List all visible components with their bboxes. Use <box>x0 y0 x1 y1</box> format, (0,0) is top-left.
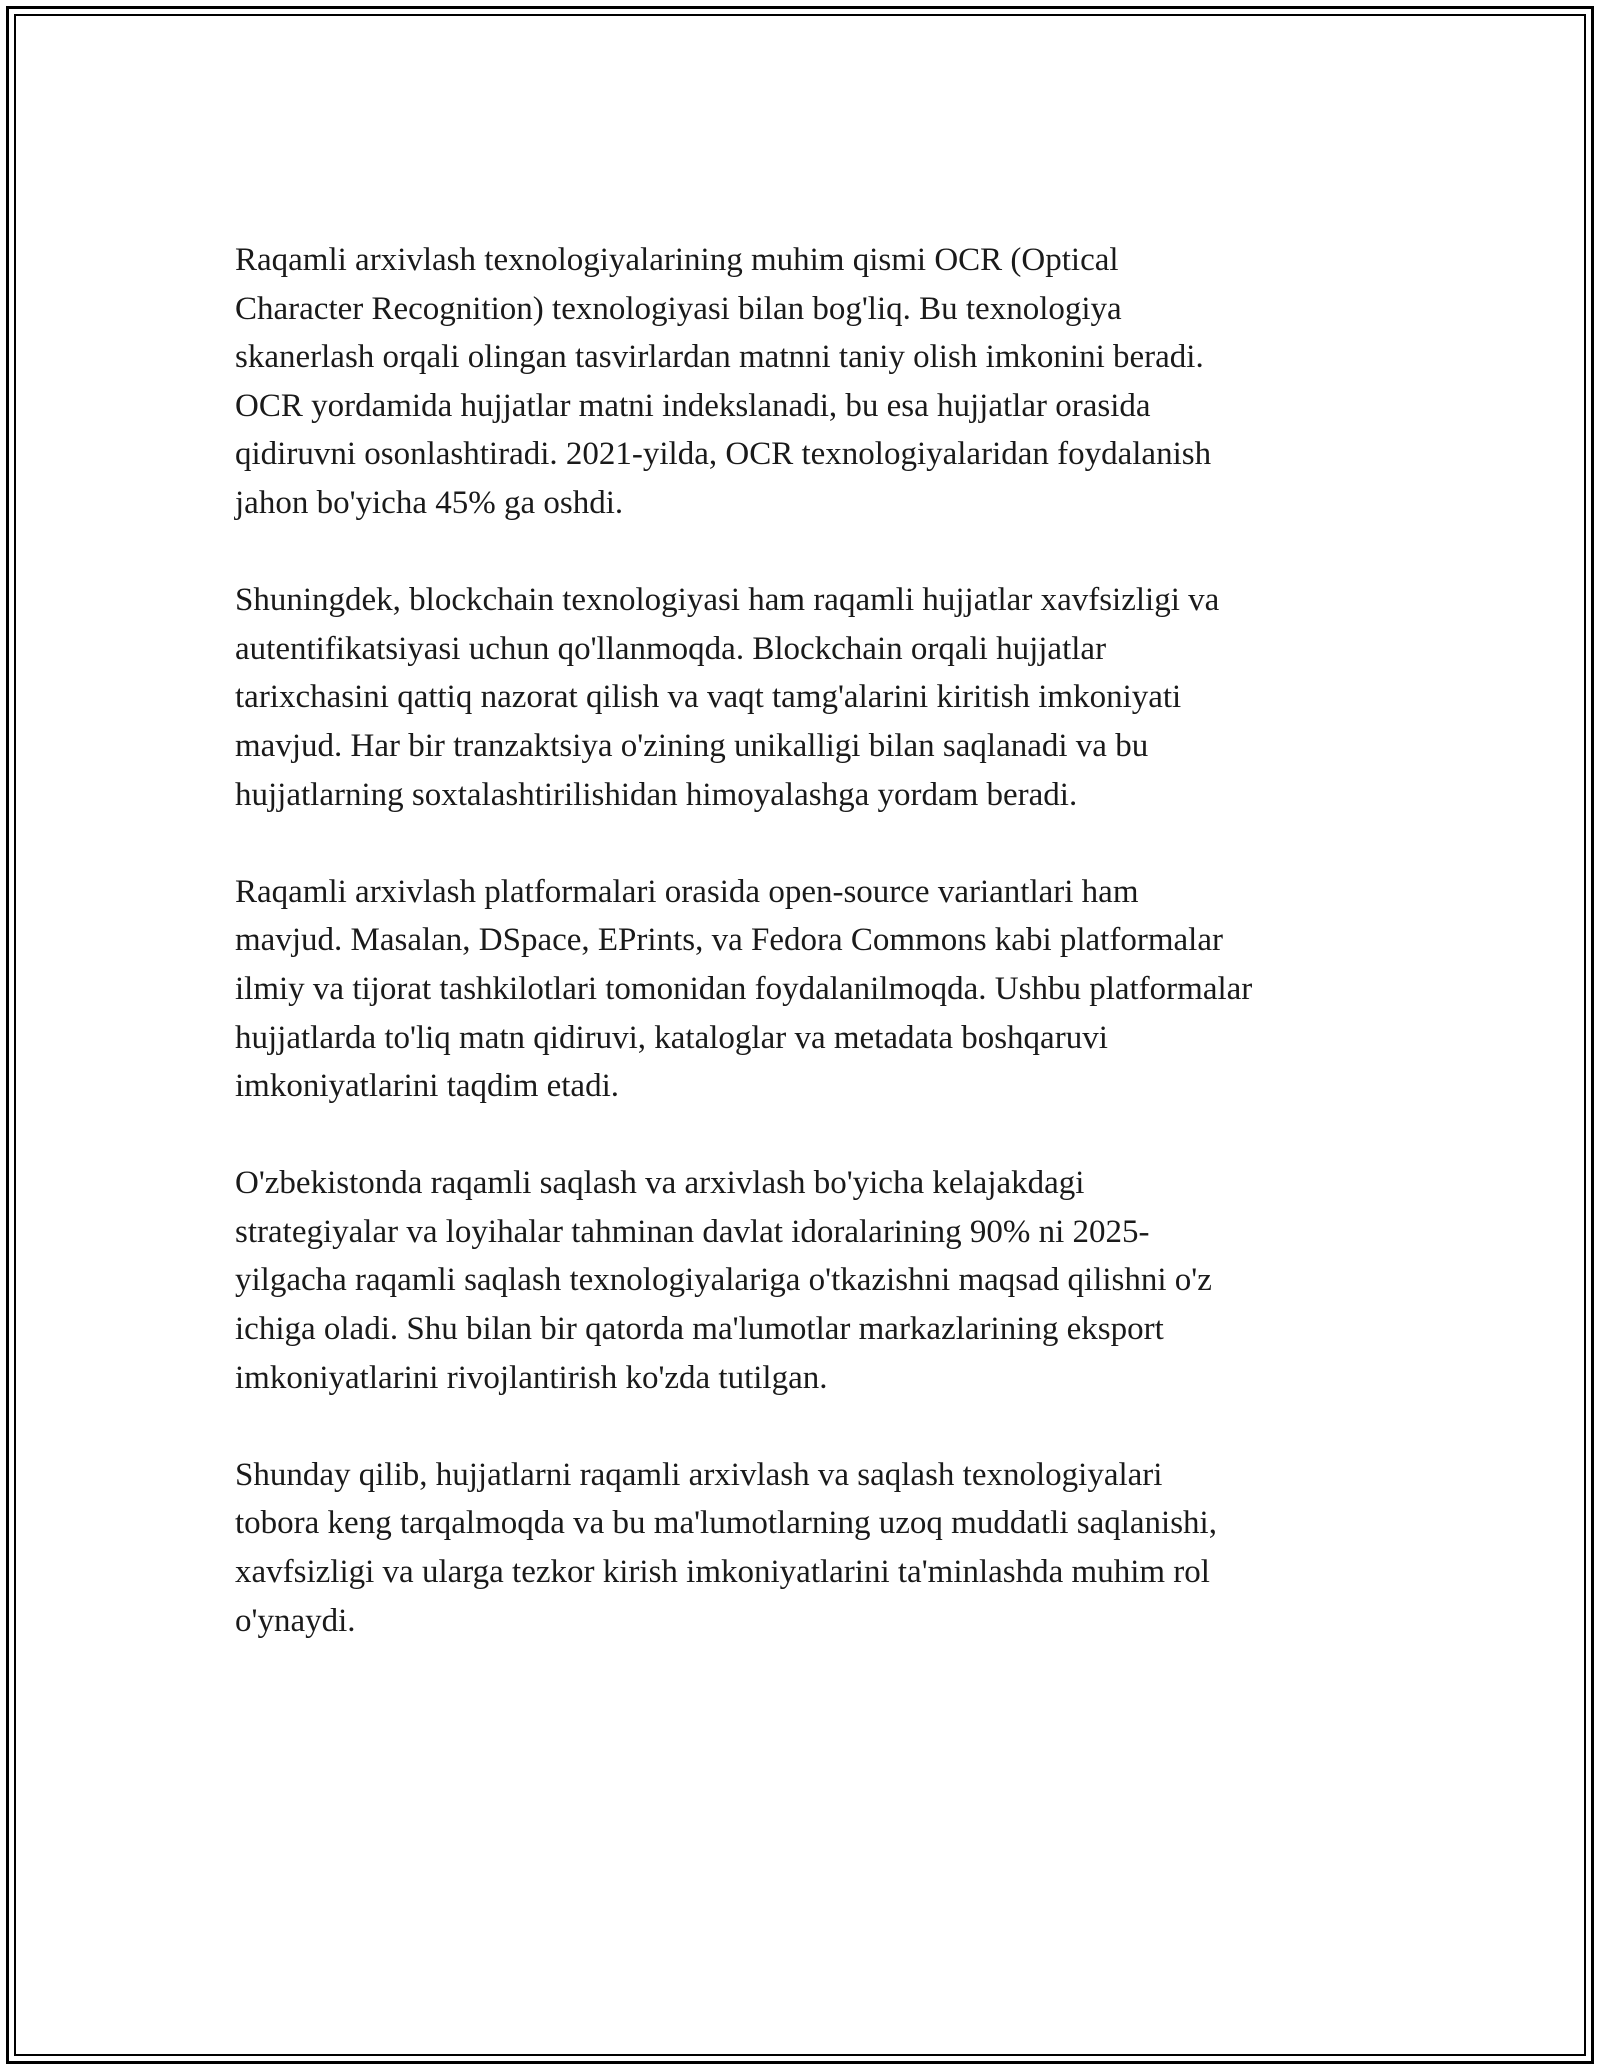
text-line: Raqamli arxivlash platformalari orasida open-source variantlari ham <box>235 873 1139 910</box>
paragraph-blockchain <box>235 576 1385 819</box>
text-line: strategiyalar va loyihalar tahminan davlat idoralarining 90% ni 2025- <box>235 1213 1150 1250</box>
text-line: yilgacha raqamli saqlash texnologiyalariga o'tkazishni maqsad qilishni o'z <box>235 1262 1212 1299</box>
text-line: mavjud. Masalan, DSpace, EPrints, va Fedora Commons kabi platformalar <box>235 922 1223 959</box>
text-line: imkoniyatlarini taqdim etadi. <box>235 1068 619 1105</box>
text-line: jahon bo'yicha 45% ga oshdi. <box>235 484 624 521</box>
text-line: O'zbekistonda raqamli saqlash va arxivlash bo'yicha kelajakdagi <box>235 1165 1085 1202</box>
text-line: ilmiy va tijorat tashkilotlari tomonidan foydalanilmoqda. Ushbu platformalar <box>235 970 1253 1007</box>
text-line: Shunday qilib, hujjatlarni raqamli arxivlash va saqlash texnologiyalari <box>235 1456 1163 1493</box>
text-line: xavfsizligi va ularga tezkor kirish imkoniyatlarini ta'minlashda muhim rol <box>235 1554 1210 1591</box>
text-line: qidiruvni osonlashtiradi. 2021-yilda, OCR texnologiyalaridan foydalanish <box>235 436 1212 473</box>
text-line: skanerlash orqali olingan tasvirlardan matnni taniy olish imkonini beradi. <box>235 339 1204 376</box>
text-line: OCR yordamida hujjatlar matni indekslanadi, bu esa hujjatlar orasida <box>235 387 1151 424</box>
text-line: o'ynaydi. <box>235 1602 356 1639</box>
text-line: hujjatlarda to'liq matn qidiruvi, kataloglar va metadata boshqaruvi <box>235 1019 1108 1056</box>
paragraph-conclusion <box>235 1451 1385 1645</box>
text-line: tarixchasini qattiq nazorat qilish va vaqt tamg'alarini kiritish imkoniyati <box>235 679 1182 716</box>
text-line: ichiga oladi. Shu bilan bir qatorda ma'lumotlar markazlarining eksport <box>235 1311 1164 1348</box>
paragraph-uzbekistan <box>235 1159 1385 1402</box>
text-line: Character Recognition) texnologiyasi bilan bog'liq. Bu texnologiya <box>235 290 1122 327</box>
text-line: Raqamli arxivlash texnologiyalarining muhim qismi OCR (Optical <box>235 242 1119 278</box>
text-line: tobora keng tarqalmoqda va bu ma'lumotlarning uzoq muddatli saqlanishi, <box>235 1505 1217 1542</box>
text-line: autentifikatsiyasi uchun qo'llanmoqda. Blockchain orqali hujjatlar <box>235 630 1107 667</box>
paragraph-ocr <box>235 236 1385 528</box>
document-body <box>235 236 1385 1694</box>
text-line: mavjud. Har bir tranzaktsiya o'zining unikalligi bilan saqlanadi va bu <box>235 727 1149 764</box>
text-line: hujjatlarning soxtalashtirilishidan himoyalashga yordam beradi. <box>235 776 1078 813</box>
text-line: Shuningdek, blockchain texnologiyasi ham raqamli hujjatlar xavfsizligi va <box>235 582 1220 619</box>
paragraph-platforms <box>235 868 1385 1111</box>
text-line: imkoniyatlarini rivojlantirish ko'zda tutilgan. <box>235 1359 828 1396</box>
